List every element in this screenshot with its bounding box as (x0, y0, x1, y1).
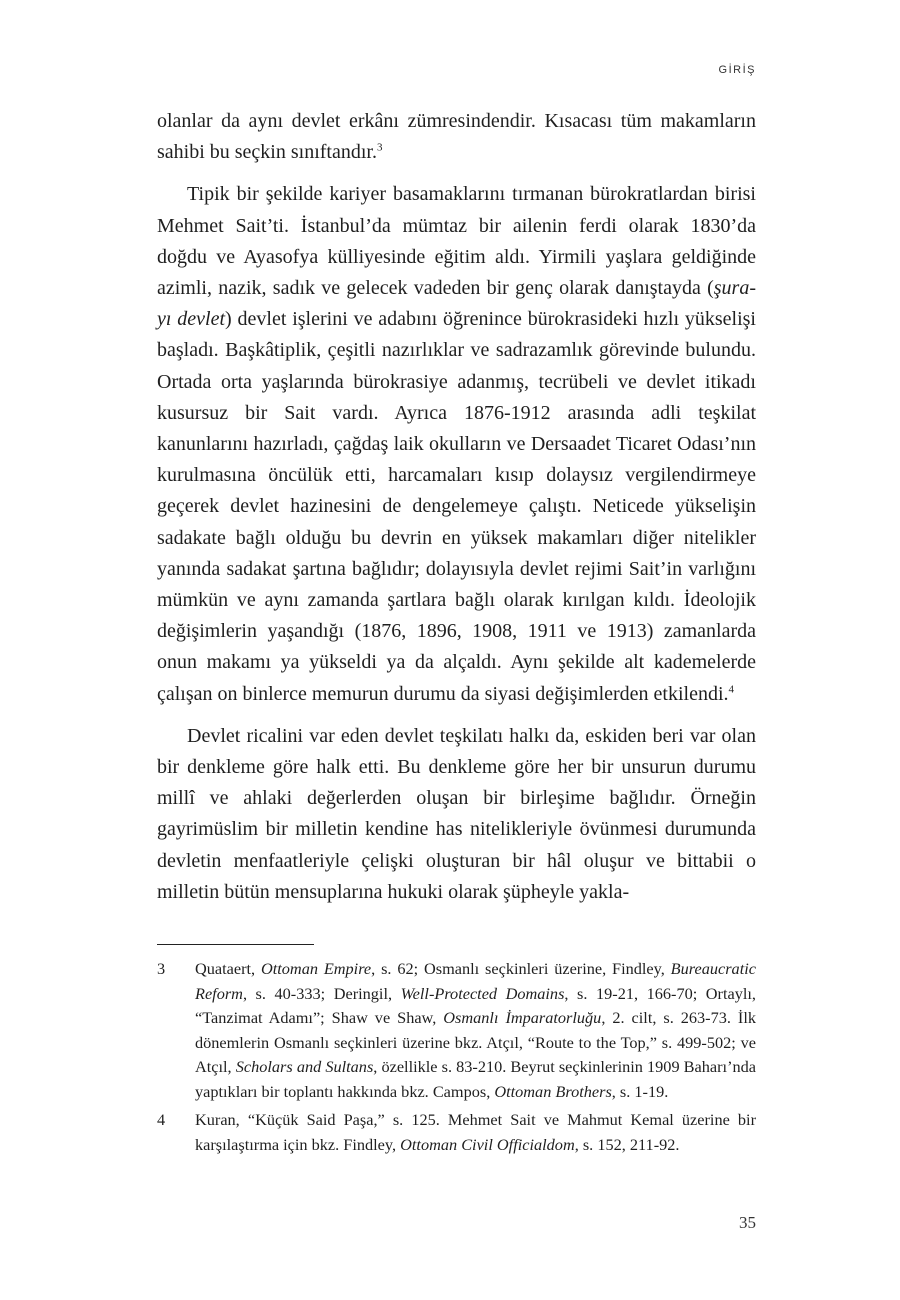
fn-title: Well-Protected Domains (400, 983, 565, 1003)
footnote-text (195, 957, 756, 1104)
fn-text-part: , s. 62; Osmanlı seçkinleri üzerine, Findley, (371, 959, 671, 978)
fn-text-part: , s. 40-333; Deringil, (242, 983, 401, 1003)
fn-text-part: , özellikle s. 83-210. Beyrut seçkinlerinin 1909 Baharı’nda yaptıkları bir toplantı hakkında bkz. Campos, (195, 1057, 757, 1101)
fn-title: Ottoman Brothers (494, 1081, 612, 1101)
paragraph-3 (157, 721, 756, 908)
fn-title: Ottoman Civil Officialdom (400, 1134, 575, 1154)
fn-text-part: , 2. cilt, s. 263-73. İlk dönemlerin Osmanlı seçkinleri üzerine bkz. Atçıl, “Route to the Top,” s. 499-502; ve Atçıl, (195, 1008, 756, 1076)
paragraph-2 (157, 179, 756, 709)
fn-title: Ottoman Empire (260, 959, 372, 978)
footnote-number: 4 (157, 1110, 166, 1129)
paragraph-2-italic-term: şura-yı devlet (157, 277, 756, 331)
body-text (157, 106, 756, 919)
paragraph-2-text-b: ) devlet işlerini ve adabını öğrenince bürokrasideki hızlı yükselişi başladı. Başkâtiplik, çeşitli nazırlıklar ve sadrazamlık görevinde bulundu. Ortada orta yaşlarında bürokrasiye adanmış, tecrübeli ve devlet itikadı kusursuz bir Sait vardı. Ayrıca 1876-1912 arasında adli teşkilat kanunlarını hazırladı, çağdaş laik okulların ve Dersaadet Ticaret Odası’nın kurulmasına öncülük etti, harcamaları kısıp dolaysız vergilendirmeye geçerek devlet hazinesini de dengelemeye çalıştı. Neticede yükselişin sadakate bağlı olduğu bu devrin en yüksek makamları diğer nitelikler yanında sadakat şartına bağlıdır; dolayısıyla devlet rejimi Sait’in varlığını mümkün ve aynı zamanda şartlara bağlı olarak kırılgan kıldı. İdeolojik değişimlerin yaşandığı (1876, 1896, 1908, 1911 ve 1913) zamanlarda onun makamı ya yükseldi ya da alçaldı. Aynı şekilde alt kademelerde çalışan on binlerce memurun durumu da siyasi değişimlerden etkilendi. (157, 308, 756, 705)
footnote-text (195, 1108, 756, 1157)
fn-text-part: , s. 1-19. (611, 1081, 669, 1101)
fn-title: Osmanlı İmparatorluğu (443, 1008, 602, 1027)
footnote-separator (157, 944, 314, 945)
paragraph-1-text: olanlar da aynı devlet erkânı zümresindendir. Kısacası tüm makamların sahibi bu seçkin sınıftandır. (157, 110, 756, 164)
fn-title: Bureaucratic Reform (195, 959, 756, 1003)
footnote-3 (157, 957, 756, 1104)
footnote-4 (157, 1108, 756, 1157)
fn-text-part: Quataert, (195, 959, 261, 978)
paragraph-1 (157, 106, 756, 168)
fn-title: Scholars and Sultans (235, 1057, 374, 1076)
footnote-number: 3 (157, 959, 166, 978)
paragraph-3-text: Devlet ricalini var eden devlet teşkilatı halkı da, eskiden beri var olan bir denkleme göre halk etti. Bu denkleme göre her bir unsurun durumu millî ve ahlaki değerlerden oluşan bir birleşime bağlıdır. Örneğin gayrimüslim bir milletin kendine has nitelikleriyle övünmesi durumunda devletin menfaatleriyle çelişki oluşturan bir hâl oluşur ve bittabii o milletin bütün mensuplarına hukuki olarak şüpheyle yakla- (157, 724, 756, 903)
page-number: 35 (739, 1213, 756, 1232)
footnote-ref-4: 4 (728, 683, 735, 695)
fn-text-part: , s. 152, 211-92. (574, 1134, 680, 1154)
footnotes (157, 957, 756, 1161)
fn-text-part: Kuran, “Küçük Said Paşa,” s. 125. Mehmet Sait ve Mahmut Kemal üzerine bir karşılaştırma için bkz. Findley, (195, 1110, 756, 1154)
paragraph-2-text-a: Tipik bir şekilde kariyer basamaklarını tırmanan bürokratlardan birisi Mehmet Sait’ti. İstanbul’da mümtaz bir ailenin ferdi olarak 1830’da doğdu ve Ayasofya külliyesinde eğitim aldı. Yirmili yaşlara geldiğinde azimli, nazik, sadık ve gelecek vadeden bir genç olarak danıştayda ( (157, 183, 756, 300)
fn-text-part: , s. 19-21, 166-70; Ortaylı, “Tanzimat Adamı”; Shaw ve Shaw, (195, 983, 756, 1027)
running-head: GİRİŞ (718, 64, 756, 76)
footnote-ref-3: 3 (376, 141, 383, 154)
